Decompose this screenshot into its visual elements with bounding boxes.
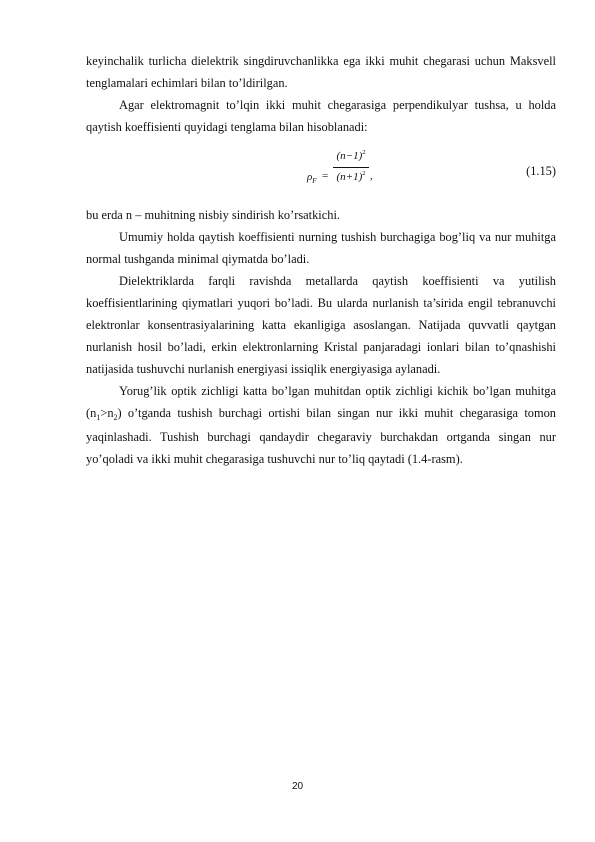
- formula-fraction: [333, 149, 369, 186]
- formula-numerator-exponent: 2: [362, 149, 366, 156]
- paragraph-6-text-end: ) o’tganda tushish burchagi ortishi bilan singan nur ikki muhit chegarasiga tomon yaqinlashadi. Tushish burchagi qandaydir chegaraviy burchakdan ortganda singan nur yo’qoladi va ikki muhit chegarasiga tushuvchi nur to’liq qaytadi (1.4-rasm).: [86, 406, 556, 466]
- formula-numerator: (n−1): [336, 150, 363, 162]
- formula-symbol: ρ: [307, 171, 313, 183]
- equation-number: (1.15): [526, 164, 556, 178]
- body-text: [86, 50, 556, 470]
- fraction-bar: [333, 167, 369, 168]
- subscript-1: 1: [96, 413, 101, 422]
- paragraph-4: Umumiy holda qaytish koeffisienti nurning tushish burchagiga bog’liq va nur muhitga normal tushganda minimal qiymatda bo’ladi.: [86, 230, 556, 266]
- paragraph-1: keyinchalik turlicha dielektrik singdiruvchanlikka ega ikki muhit chegarasi uchun Maksvell tenglamalari echimlari bilan to’ldirilgan.: [86, 54, 556, 90]
- formula-equals: =: [322, 170, 329, 182]
- subscript-2: 2: [113, 413, 118, 422]
- formula-denominator: (n+1): [336, 171, 363, 183]
- paragraph-3: bu erda n – muhitning nisbiy sindirish ko’rsatkichi.: [86, 208, 340, 222]
- equation-1-15: [86, 138, 556, 204]
- formula-subscript: F: [312, 177, 317, 185]
- page-number: 20: [291, 781, 304, 792]
- greater-than-n: >n: [100, 406, 114, 420]
- paragraph-6-text-start: Yorug’lik optik zichligi katta bo’lgan muhitdan optik zichligi kichik bo’lgan muhitga (n: [86, 384, 556, 420]
- paragraph-2: Agar elektromagnit to’lqin ikki muhit chegarasiga perpendikulyar tushsa, u holda qaytish koeffisienti quyidagi tenglama bilan hisoblanadi:: [86, 98, 556, 134]
- paragraph-5: Dielektriklarda farqli ravishda metallarda qaytish koeffisienti va yutilish koeffisientlarining qiymatlari yuqori bo’ladi. Bu ularda nurlanish ta’sirida engil tebranuvchi elektronlar konsentrasiyalarining katta ekanligiga asoslangan. Natijada quvvatli qaytgan nurlanish hosil bo’ladi, erkin elektronlarning Kristal panjaradagi ionlari bilan to’qnashishi natijasida tushuvchi nurlanish energiyasi issiqlik energiyasiga aylanadi.: [86, 274, 556, 376]
- paragraph-6: [86, 380, 556, 470]
- formula-comma: ,: [370, 170, 373, 182]
- formula-denominator-exponent: 2: [362, 170, 366, 177]
